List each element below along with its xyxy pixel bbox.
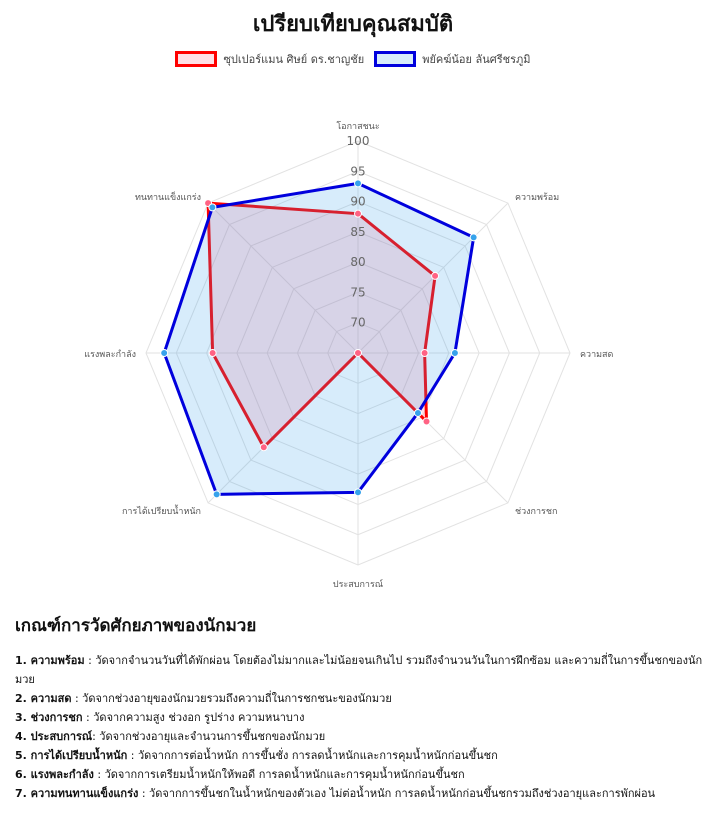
series-1-point-2[interactable] [432,272,439,279]
criteria-text-3: : วัดจากความสูง ช่วงอก รูปร่าง ความหนาบาง [82,711,305,724]
tick-label-80: 80 [350,255,366,270]
criteria-item-3 [15,708,705,727]
axis-label-4: ช่วงการชก [514,506,558,517]
criteria-label-2: 2. ความสด [15,692,72,705]
tick-label-95: 95 [350,164,366,179]
chart-title: เปรียบเทียบคุณสมบัติ [252,12,454,37]
criteria-item-6 [15,765,705,784]
criteria-item-1 [15,651,705,689]
series-1-point-7[interactable] [209,350,216,357]
legend-label-series-2: พยัคฆ์น้อย ลันศรีชรภูมิ [422,53,531,66]
criteria-item-5 [15,746,705,765]
series-2-point-8[interactable] [209,204,216,211]
criteria-item-2 [15,689,705,708]
radar-chart [0,70,706,610]
tick-label-70: 70 [350,315,366,330]
legend-label-series-1: ซุปเปอร์แมน ศิษย์ ดร.ชาญชัย [223,53,365,66]
criteria-section [15,612,705,803]
tick-label-100: 100 [346,134,370,148]
series-1-point-6[interactable] [260,444,267,451]
series-2-area [164,183,473,494]
tick-label-85: 85 [350,224,366,239]
series-1-point-1[interactable] [355,210,362,217]
criteria-label-3: 3. ช่วงการชก [15,711,83,724]
criteria-label-7: 7. ความทนทานแข็งแกร่ง [15,787,139,800]
series-2-point-4[interactable] [414,409,421,416]
axis-label-2: ความพร้อม [514,193,560,204]
radar-series [161,180,477,498]
criteria-label-5: 5. การได้เปรียบน้ำหนัก [15,749,128,762]
series-2-point-2[interactable] [470,234,477,241]
criteria-item-7 [15,784,705,803]
criteria-text-1: : วัดจากจำนวนวันที่ได้พักผ่อน โดยต้องไม่มากและไม่น้อยจนเกินไป รวมถึงจำนวนวันในการฝึกซ้อม และความถี่ในการขึ้นชกของนักมวย [15,654,703,686]
legend-swatch-series-1 [175,51,217,67]
series-1-point-3[interactable] [421,350,428,357]
criteria-text-2: : วัดจากช่วงอายุของนักมวยรวมถึงความถี่ในการชกชนะของนักมวย [71,692,392,705]
axis-label-5: ประสบการณ์ [332,580,384,590]
legend-item-series-1[interactable] [175,50,364,68]
series-1-point-5[interactable] [355,350,362,357]
series-2-point-7[interactable] [161,350,168,357]
criteria-text-7: : วัดจากการขึ้นชกในน้ำหนักของตัวเอง ไม่ต่อน้ำหนัก การลดน้ำหนักก่อนขึ้นชกรวมถึงช่วงอายุและการพักผ่อน [138,787,656,800]
criteria-label-1: 1. ความพร้อม [15,654,85,667]
criteria-text-4: : วัดจากช่วงอายุและจำนวนการขึ้นชกของนักมวย [92,730,326,743]
series-2-point-1[interactable] [355,180,362,187]
chart-legend [0,50,706,68]
axis-label-6: การได้เปรียบน้ำหนัก [121,506,202,517]
series-2-point-6[interactable] [213,491,220,498]
axis-label-7: แรงพละกำลัง [84,350,136,360]
tick-label-75: 75 [350,285,366,300]
criteria-title: เกณฑ์การวัดศักยภาพของนักมวย [15,616,257,636]
axis-label-8: ทนทานแข็งแกร่ง [134,193,202,204]
series-1-point-4[interactable] [423,418,430,425]
tick-label-90: 90 [350,194,366,209]
criteria-text-6: : วัดจากการเตรียมน้ำหนักให้พอดี การลดน้ำหนักและการคุมน้ำหนักก่อนขึ้นชก [93,768,465,781]
axis-label-1: โอกาสชนะ [336,122,380,132]
series-2-point-5[interactable] [355,489,362,496]
axis-label-3: ความสด [580,350,614,360]
criteria-item-4 [15,727,705,746]
series-2-point-3[interactable] [451,350,458,357]
criteria-text-5: : วัดจากการต่อน้ำหนัก การขึ้นชั่ง การลดน้ำหนักและการคุมน้ำหนักก่อนขึ้นชก [127,749,498,762]
legend-swatch-series-2 [374,51,416,67]
legend-item-series-2[interactable] [374,50,530,68]
criteria-label-4: 4. ประสบการณ์ [15,730,93,743]
criteria-label-6: 6. แรงพละกำลัง [15,768,94,781]
